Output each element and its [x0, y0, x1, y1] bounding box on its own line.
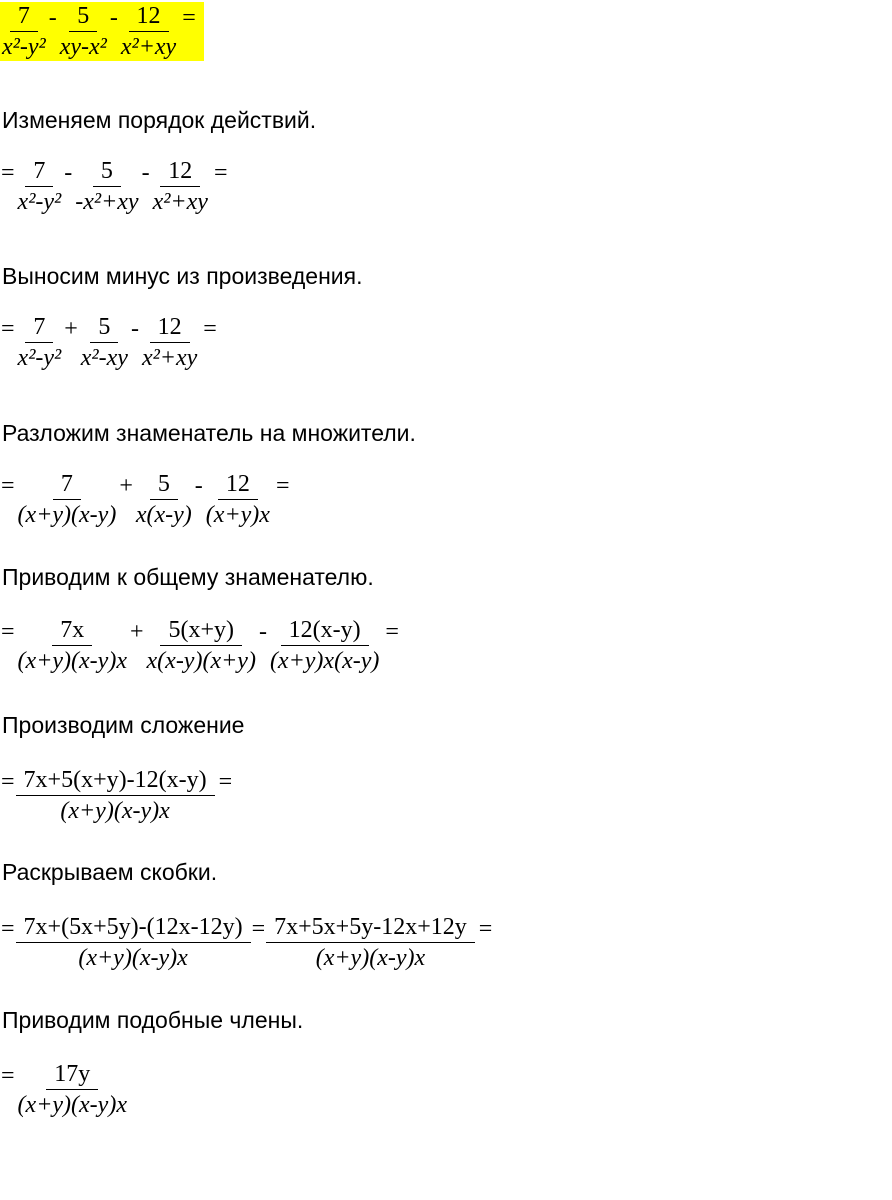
operator: +: [129, 618, 144, 645]
numerator: 7: [53, 470, 81, 500]
equals-prefix: =: [1, 159, 15, 186]
fraction: [16, 913, 251, 972]
fraction: [151, 157, 210, 216]
numerator: 17y: [46, 1060, 98, 1090]
numerator: 12: [218, 470, 258, 500]
denominator: (x+y)(x-y)x: [315, 945, 426, 971]
denominator: -x²+xy: [75, 189, 139, 215]
fraction: [16, 1060, 129, 1119]
fraction: [16, 470, 119, 529]
equals-prefix: =: [1, 915, 15, 942]
equals-prefix: =: [1, 315, 15, 342]
numerator: 7: [10, 2, 38, 32]
step-note: Выносим минус из произведения.: [2, 263, 363, 289]
numerator: 7: [25, 157, 53, 187]
denominator: (x+y)(x-y)x: [60, 798, 170, 824]
expression-step: [0, 157, 231, 216]
denominator: x²-y²: [17, 345, 62, 371]
operator: -: [130, 315, 139, 342]
operator: -: [258, 618, 267, 645]
numerator: 5: [150, 470, 178, 500]
denominator: x²+xy: [120, 34, 177, 60]
numerator: 12(x-y): [281, 616, 369, 646]
fraction: [0, 2, 48, 61]
denominator: (x+y)(x-y)x: [17, 648, 127, 674]
equals-sign: =: [385, 618, 399, 645]
numerator: 5(x+y): [160, 616, 242, 646]
fraction: [16, 313, 64, 372]
denominator: (x+y)(x-y)x: [17, 1092, 127, 1118]
operator: +: [64, 315, 78, 342]
equals-prefix: =: [1, 768, 15, 795]
equals-sign: =: [213, 159, 228, 186]
operator: -: [48, 4, 57, 31]
numerator: 5: [69, 2, 97, 32]
denominator: (x+y)x: [205, 502, 270, 528]
step-note: Производим сложение: [2, 712, 245, 738]
equals-prefix: =: [1, 472, 15, 499]
denominator: x²-xy: [80, 345, 128, 371]
numerator: 12: [129, 2, 169, 32]
fraction: [119, 2, 178, 61]
numerator: 5: [90, 313, 118, 343]
expression-initial: [0, 2, 204, 61]
numerator: 7: [25, 313, 53, 343]
step-note: Раскрываем скобки.: [2, 859, 218, 885]
denominator: x²+xy: [141, 345, 198, 371]
operator: -: [64, 159, 73, 186]
operator: +: [119, 472, 133, 499]
expression-result: [0, 1060, 129, 1119]
equals-sign: =: [182, 4, 196, 31]
numerator: 7x: [52, 616, 92, 646]
step-note: Приводим подобные члены.: [2, 1007, 304, 1033]
denominator: x(x-y)(x+y): [146, 648, 256, 674]
numerator: 7x+5(x+y)-12(x-y): [16, 766, 215, 796]
fraction: [16, 766, 215, 825]
numerator: 12: [150, 313, 190, 343]
expression-step: [0, 470, 293, 529]
numerator: 5: [93, 157, 121, 187]
fraction: [16, 616, 129, 675]
fraction: [204, 470, 272, 529]
fraction: [73, 157, 140, 216]
fraction: [58, 2, 109, 61]
fraction: [140, 313, 199, 372]
equals-sign: =: [203, 315, 217, 342]
denominator: x²-y²: [17, 189, 62, 215]
fraction: [266, 913, 475, 972]
numerator: 7x+5x+5y-12x+12y: [266, 913, 475, 943]
equals-sign: =: [478, 915, 493, 942]
expression-step: [0, 913, 496, 972]
equals-prefix: =: [1, 1062, 15, 1089]
fraction: [16, 157, 64, 216]
denominator: (x+y)(x-y): [17, 502, 117, 528]
expression-step: [0, 766, 236, 825]
denominator: (x+y)(x-y)x: [78, 945, 188, 971]
fraction: [268, 616, 381, 675]
fraction: [145, 616, 258, 675]
equals-prefix: =: [1, 618, 15, 645]
equals-sign: =: [218, 768, 233, 795]
step-note: Изменяем порядок действий.: [2, 107, 317, 133]
equals-sign: =: [275, 472, 290, 499]
operator: =: [251, 915, 266, 942]
expression-step: [0, 616, 403, 675]
operator: -: [109, 4, 118, 31]
denominator: (x+y)x(x-y): [269, 648, 380, 674]
numerator: 7x+(5x+5y)-(12x-12y): [16, 913, 251, 943]
operator: -: [141, 159, 150, 186]
step-note: Разложим знаменатель на множители.: [2, 420, 416, 446]
denominator: x(x-y): [135, 502, 192, 528]
denominator: xy-x²: [59, 34, 107, 60]
denominator: x²+xy: [152, 189, 208, 215]
fraction: [79, 313, 130, 372]
numerator: 12: [160, 157, 200, 187]
expression-step: [0, 313, 221, 372]
operator: -: [194, 472, 203, 499]
fraction: [134, 470, 194, 529]
denominator: x²-y²: [2, 34, 46, 60]
step-note: Приводим к общему знаменателю.: [2, 564, 374, 590]
